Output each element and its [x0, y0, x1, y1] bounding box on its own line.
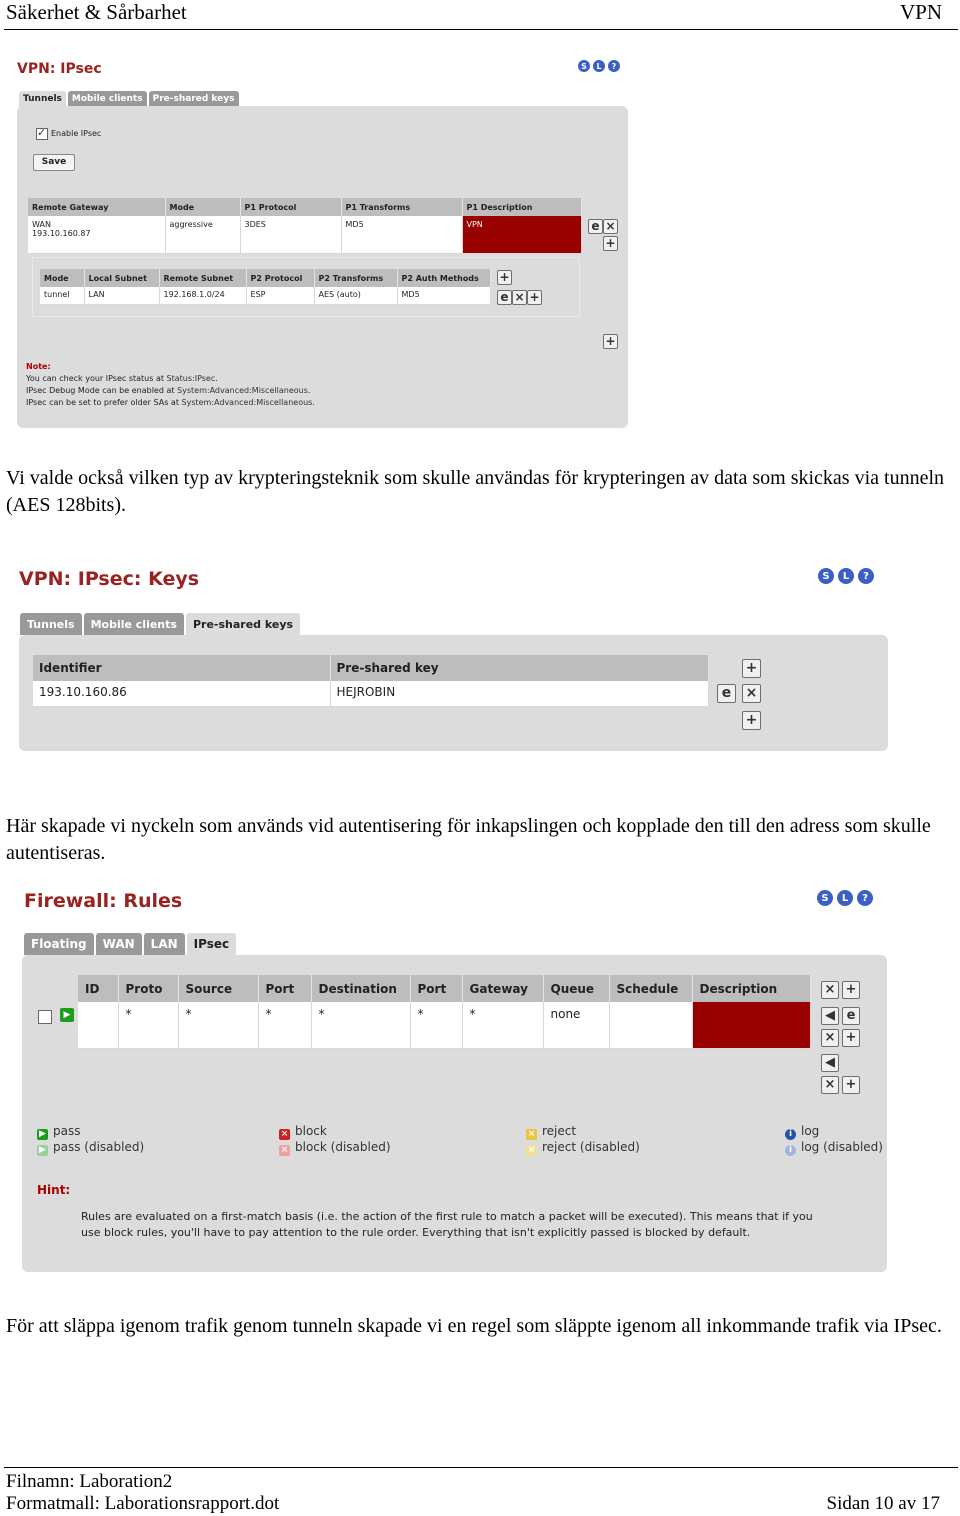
status-ipsec-link[interactable]: Status:IPsec: [166, 374, 216, 383]
column-header: P1 Protocol: [240, 198, 341, 216]
edit-icon[interactable]: e: [717, 684, 736, 703]
legend-pass: ▶ pass: [37, 1124, 80, 1140]
column-header: Queue: [543, 975, 609, 1002]
local-subnet-cell: LAN: [84, 287, 159, 304]
mode-cell: aggressive: [165, 216, 240, 253]
page-title: VPN: IPsec: [17, 61, 102, 77]
log-icon[interactable]: L: [838, 568, 854, 584]
column-header: P1 Transforms: [341, 198, 462, 216]
add-icon[interactable]: +: [497, 270, 512, 285]
edit-icon[interactable]: e: [497, 290, 512, 305]
delete-icon[interactable]: ×: [821, 1076, 839, 1094]
document-footer: [4, 1467, 958, 1516]
legend-pass-disabled: ▶ pass (disabled): [37, 1140, 144, 1156]
p1-protocol-cell: 3DES: [240, 216, 341, 253]
column-header: Port: [410, 975, 462, 1002]
table-row[interactable]: [33, 681, 709, 706]
column-header: ID: [78, 975, 118, 1002]
table-row[interactable]: [28, 216, 582, 253]
column-header: Pre-shared key: [330, 655, 709, 681]
add-icon[interactable]: +: [742, 659, 761, 678]
footer-page-number: Sidan 10 av 17: [826, 1493, 940, 1514]
delete-icon[interactable]: ×: [603, 219, 618, 234]
p2-auth-cell: MD5: [397, 287, 491, 304]
destination-cell: *: [311, 1002, 410, 1048]
column-header: P2 Protocol: [246, 269, 314, 287]
add-icon[interactable]: +: [842, 1076, 860, 1094]
column-header: Port: [258, 975, 311, 1002]
log-icon: i: [785, 1129, 796, 1140]
keys-table: [33, 655, 709, 707]
gateway-cell: *: [462, 1002, 543, 1048]
column-header: Mode: [40, 269, 84, 287]
gateway-address: 193.10.160.87: [32, 229, 91, 238]
port-cell: *: [258, 1002, 311, 1048]
tab-pre-shared-keys[interactable]: Pre-shared keys: [149, 91, 239, 107]
enable-ipsec-checkbox[interactable]: [36, 128, 48, 140]
pass-icon: ▶: [37, 1129, 48, 1140]
status-icon[interactable]: S: [818, 568, 834, 584]
tab-bar: [19, 91, 239, 107]
page-title: Firewall: Rules: [24, 890, 183, 912]
column-header: Remote Subnet: [159, 269, 246, 287]
column-header: P2 Transforms: [314, 269, 397, 287]
note-label: Note:: [26, 362, 51, 371]
remote-gateway-cell: [28, 216, 165, 253]
description-cell: [692, 1002, 811, 1048]
note-line: You can check your IPsec status at Status:IPsec.: [26, 374, 218, 383]
log-disabled-icon: i: [785, 1145, 796, 1156]
help-icons: [817, 890, 873, 906]
delete-icon[interactable]: ×: [821, 1029, 839, 1047]
add-icon[interactable]: +: [527, 290, 542, 305]
enable-ipsec-label: Enable IPsec: [51, 129, 102, 138]
legend-block: × block: [280, 1124, 327, 1139]
legend-reject: × reject: [527, 1124, 577, 1139]
column-header: Local Subnet: [84, 269, 159, 287]
tab-mobile-clients[interactable]: Mobile clients: [68, 91, 147, 107]
column-header: Remote Gateway: [28, 198, 165, 216]
paragraph: Här skapade vi nyckeln som används vid autentisering för inkapslingen och kopplade den till den adress som skulle autentiseras.: [6, 815, 931, 864]
legend-log-disabled: i log (disabled): [785, 1140, 883, 1156]
delete-icon[interactable]: ×: [512, 290, 527, 305]
column-header: Identifier: [33, 655, 330, 681]
hint-line: Rules are evaluated on a first-match basis (i.e. the action of the first rule to match a packet will be executed). This means that if you: [81, 1210, 813, 1223]
tab-pre-shared-keys[interactable]: Pre-shared keys: [186, 613, 300, 635]
tab-bar: [20, 613, 300, 635]
legend-reject-disabled: × reject (disabled): [527, 1140, 640, 1155]
header-title: Säkerhet & Sårbarhet: [6, 0, 187, 24]
column-header: Source: [178, 975, 258, 1002]
add-icon[interactable]: +: [603, 334, 618, 349]
column-header: Destination: [311, 975, 410, 1002]
hint-label: Hint:: [37, 1183, 71, 1197]
delete-icon[interactable]: ×: [821, 981, 839, 999]
p2-protocol-cell: ESP: [246, 287, 314, 304]
note-line: IPsec Debug Mode can be enabled at System:Advanced:Miscellaneous.: [26, 386, 311, 395]
hint-line: use block rules, you'll have to pay attention to the rule order. Everything that isn't explicitly passed is blocked by default.: [81, 1226, 751, 1239]
log-icon[interactable]: L: [837, 890, 853, 906]
edit-icon[interactable]: e: [588, 219, 603, 234]
port-cell: *: [410, 1002, 462, 1048]
status-icon[interactable]: S: [578, 60, 590, 72]
phase2-table: [40, 269, 491, 305]
advanced-misc-link[interactable]: System:Advanced:Miscellaneous: [181, 398, 313, 407]
tab-bar: [24, 933, 236, 955]
table-row[interactable]: [78, 1002, 811, 1048]
help-icons: [578, 60, 620, 72]
tab-lan[interactable]: LAN: [144, 933, 185, 955]
legend-log: i log: [785, 1124, 819, 1140]
save-button[interactable]: Save: [33, 154, 75, 171]
source-cell: *: [178, 1002, 258, 1048]
pre-shared-key-cell: HEJROBIN: [330, 681, 709, 706]
p1-description-cell: VPN: [462, 216, 582, 253]
page-title: VPN: IPsec: Keys: [19, 568, 200, 590]
edit-icon[interactable]: e: [842, 1007, 860, 1025]
help-icon[interactable]: ?: [857, 890, 873, 906]
rule-checkbox[interactable]: [38, 1010, 52, 1024]
pass-icon[interactable]: ▶: [60, 1008, 74, 1022]
add-icon[interactable]: +: [842, 981, 860, 999]
column-header: Description: [692, 975, 811, 1002]
p1-transforms-cell: MD5: [341, 216, 462, 253]
phase1-table: [28, 198, 582, 254]
pass-disabled-icon: ▶: [37, 1145, 48, 1156]
delete-icon[interactable]: ×: [742, 684, 761, 703]
table-row[interactable]: [40, 287, 491, 304]
add-icon[interactable]: +: [603, 236, 618, 251]
add-icon[interactable]: +: [842, 1029, 860, 1047]
column-header: Mode: [165, 198, 240, 216]
column-header: Gateway: [462, 975, 543, 1002]
id-cell: [78, 1002, 118, 1048]
reject-disabled-icon: ×: [527, 1145, 536, 1155]
tab-wan[interactable]: WAN: [96, 933, 142, 955]
identifier-cell: 193.10.160.86: [33, 681, 330, 706]
queue-cell: none: [543, 1002, 609, 1048]
advanced-misc-link[interactable]: System:Advanced:Miscellaneous: [177, 386, 308, 395]
block-icon: ×: [280, 1129, 289, 1139]
reject-icon: ×: [527, 1129, 536, 1139]
legend-block-disabled: × block (disabled): [280, 1140, 391, 1155]
footer-template: Formatmall: Laborationsrapport.dot: [6, 1493, 280, 1514]
footer-filename: Filnamn: Laboration2: [6, 1471, 173, 1492]
paragraph: För att släppa igenom trafik genom tunneln skapade vi en regel som släppte igenom all inkommande trafik via IPsec.: [6, 1315, 942, 1337]
paragraph: Vi valde också vilken typ av krypteringsteknik som skulle användas för krypteringen av data som skickas via tunneln (AES 128bits).: [6, 467, 945, 516]
tab-tunnels[interactable]: Tunnels: [20, 613, 82, 635]
status-icon[interactable]: S: [817, 890, 833, 906]
note-line: IPsec can be set to prefer older SAs at System:Advanced:Miscellaneous.: [26, 398, 315, 407]
column-header: P1 Description: [462, 198, 582, 216]
move-icon[interactable]: ◀: [821, 1007, 839, 1025]
p2-transforms-cell: AES (auto): [314, 287, 397, 304]
column-header: P2 Auth Methods: [397, 269, 491, 287]
document-header: [4, 0, 958, 30]
rules-table: [78, 975, 811, 1049]
add-icon[interactable]: +: [742, 711, 761, 730]
help-icon[interactable]: ?: [858, 568, 874, 584]
remote-subnet-cell: 192.168.1.0/24: [159, 287, 246, 304]
help-icon[interactable]: ?: [608, 60, 620, 72]
column-header: Proto: [118, 975, 178, 1002]
block-disabled-icon: ×: [280, 1145, 289, 1155]
log-icon[interactable]: L: [593, 60, 605, 72]
interface-value: WAN: [32, 220, 51, 229]
tab-ipsec[interactable]: IPsec: [187, 933, 236, 955]
tab-tunnels[interactable]: Tunnels: [19, 91, 66, 107]
mode-cell: tunnel: [40, 287, 84, 304]
move-icon[interactable]: ◀: [821, 1054, 839, 1072]
schedule-cell: [609, 1002, 692, 1048]
column-header: Schedule: [609, 975, 692, 1002]
tab-floating[interactable]: Floating: [24, 933, 94, 955]
header-section: VPN: [899, 0, 942, 24]
help-icons: [818, 568, 874, 584]
proto-cell: *: [118, 1002, 178, 1048]
tab-mobile-clients[interactable]: Mobile clients: [84, 613, 184, 635]
